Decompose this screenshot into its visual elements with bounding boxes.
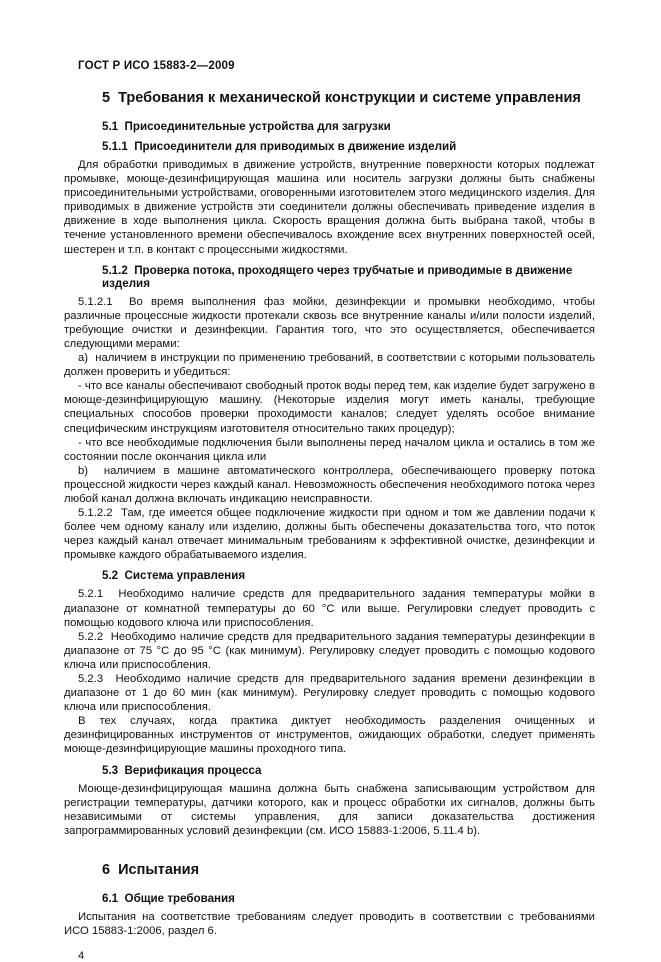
section-5-title: 5 Требования к механической конструкции и системе управления — [102, 90, 581, 106]
list-item-dash-1: - что все каналы обеспечивают свободный проток воды перед тем, как изделие будет загружено в моюще-дезинфицирующую машину. (Некоторые изделия могут иметь каналы, требующие специальных способов проверки проходимости каналов; следует уделять особое внимание специфическим инструкциям изготовителя относительно таких процедур); — [64, 380, 595, 435]
paragraph-5-3-body: Моюще-дезинфицирующая машина должна быть снабжена записывающим устройством для регистрации температуры, датчики которого, как и процесс обработки их сигналов, должны быть независимыми от системы управления, для записи доказательства достижения запрограммированных условий дезинфекции (см. ИСО 15883-1:2006, 5.11.4 b). — [64, 782, 595, 837]
section-5-3-title: 5.3 Верификация процесса — [102, 763, 262, 777]
section-5-1-2-title: 5.1.2 Проверка потока, проходящего через трубчатые и приводимые в движение изделия — [102, 263, 573, 290]
list-item-dash-2: - что все необходимые подключения были выполнены перед началом цикла и остались в том же состоянии после окончания цикла или — [64, 436, 595, 463]
section-6-title: 6 Испытания — [102, 861, 200, 878]
paragraph-5-1-1-body: Для обработки приводимых в движение устройств, внутренние поверхности которых подлежат промывке, моюще-дезинфицирующая машина или носитель загрузки должны быть снабжены присоединительными устройствами, оговоренными изготовителем этого медицинского изделия. Для приводимых в движение устройств эти соединители должны обеспечивать приведение изделия в движение в ходе выполнения цикла. Скорость вращения должна быть выбрана такой, чтобы в течение установленного времени обеспечивалось вхождение всех внутренних поверхностей осей, шестерен и т.п. в контакт с процессными жидкостями. — [64, 159, 595, 256]
section-5-1-title: 5.1 Присоединительные устройства для загрузки — [102, 120, 391, 133]
page-number: 4 — [78, 950, 85, 962]
section-5-2-title: 5.2 Система управления — [102, 569, 246, 583]
paragraph-6-1-body: Испытания на соответствие требованиям следует проводить в соответствии с требованиями ИСО 15883-1:2006, раздел 6. — [64, 910, 595, 938]
section-6-1-title: 6.1 Общие требования — [102, 891, 235, 905]
list-item-a: a) наличием в инструкции по применению требований, в соответствии с которыми пользователь должен проверить и убедиться: — [64, 352, 595, 379]
section-5-1-1-title: 5.1.1 Присоединители для приводимых в движение изделий — [102, 140, 457, 153]
paragraph-5-2-3: 5.2.3 Необходимо наличие средств для предварительного задания времени дезинфекции в диапазоне от 1 до 60 мин (как минимум). Регулировку следует проводить с помощью кодового ключа или приспособления. — [64, 673, 595, 714]
running-header-doc-code: ГОСТ Р ИСО 15883-2—2009 — [78, 60, 235, 72]
list-item-b: b) наличием в машине автоматического контроллера, обеспечивающего проверку потока процессной жидкости через каждый канал. Невозможность обеспечения необходимого потока через любой канал должна включать индикацию неисправности. — [64, 464, 595, 505]
paragraph-5-2-note: В тех случаях, когда практика диктует необходимость разделения очищенных и дезинфицированных инструментов от инструментов, ожидающих обработки, следует применять моюще-дезинфицирующие машины проходного типа. — [64, 715, 595, 756]
paragraph-5-2-2: 5.2.2 Необходимо наличие средств для предварительного задания температуры дезинфекции в диапазоне от 75 °С до 95 °С (как минимум). Регулировку следует проводить с помощью кодового ключа или приспособления. — [64, 630, 595, 671]
paragraph-5-1-2-2: 5.1.2.2 Там, где имеется общее подключение жидкости при одном и том же давлении подачи к более чем одному каналу или изделию, должны быть обеспечены доказательства того, что поток через каждый канал отвечает минимальным требованиям к эффективной очистке, дезинфекции и промывке каждого обрабатываемого изделия. — [64, 507, 595, 562]
paragraph-5-2-1: 5.2.1 Необходимо наличие средств для предварительного задания температуры мойки в диапазоне от комнатной температуры до 60 °С или выше. Регулировки следует проводить с помощью кодового ключа или приспособления. — [64, 588, 595, 629]
paragraph-5-1-2-1: 5.1.2.1 Во время выполнения фаз мойки, дезинфекции и промывки необходимо, чтобы различные процессные жидкости протекали сквозь все внутренние каналы и/или полости изделий, требующие очистки и дезинфекции. Гарантия того, что это осуществляется, обеспечивается следующими мерами: — [64, 295, 595, 350]
